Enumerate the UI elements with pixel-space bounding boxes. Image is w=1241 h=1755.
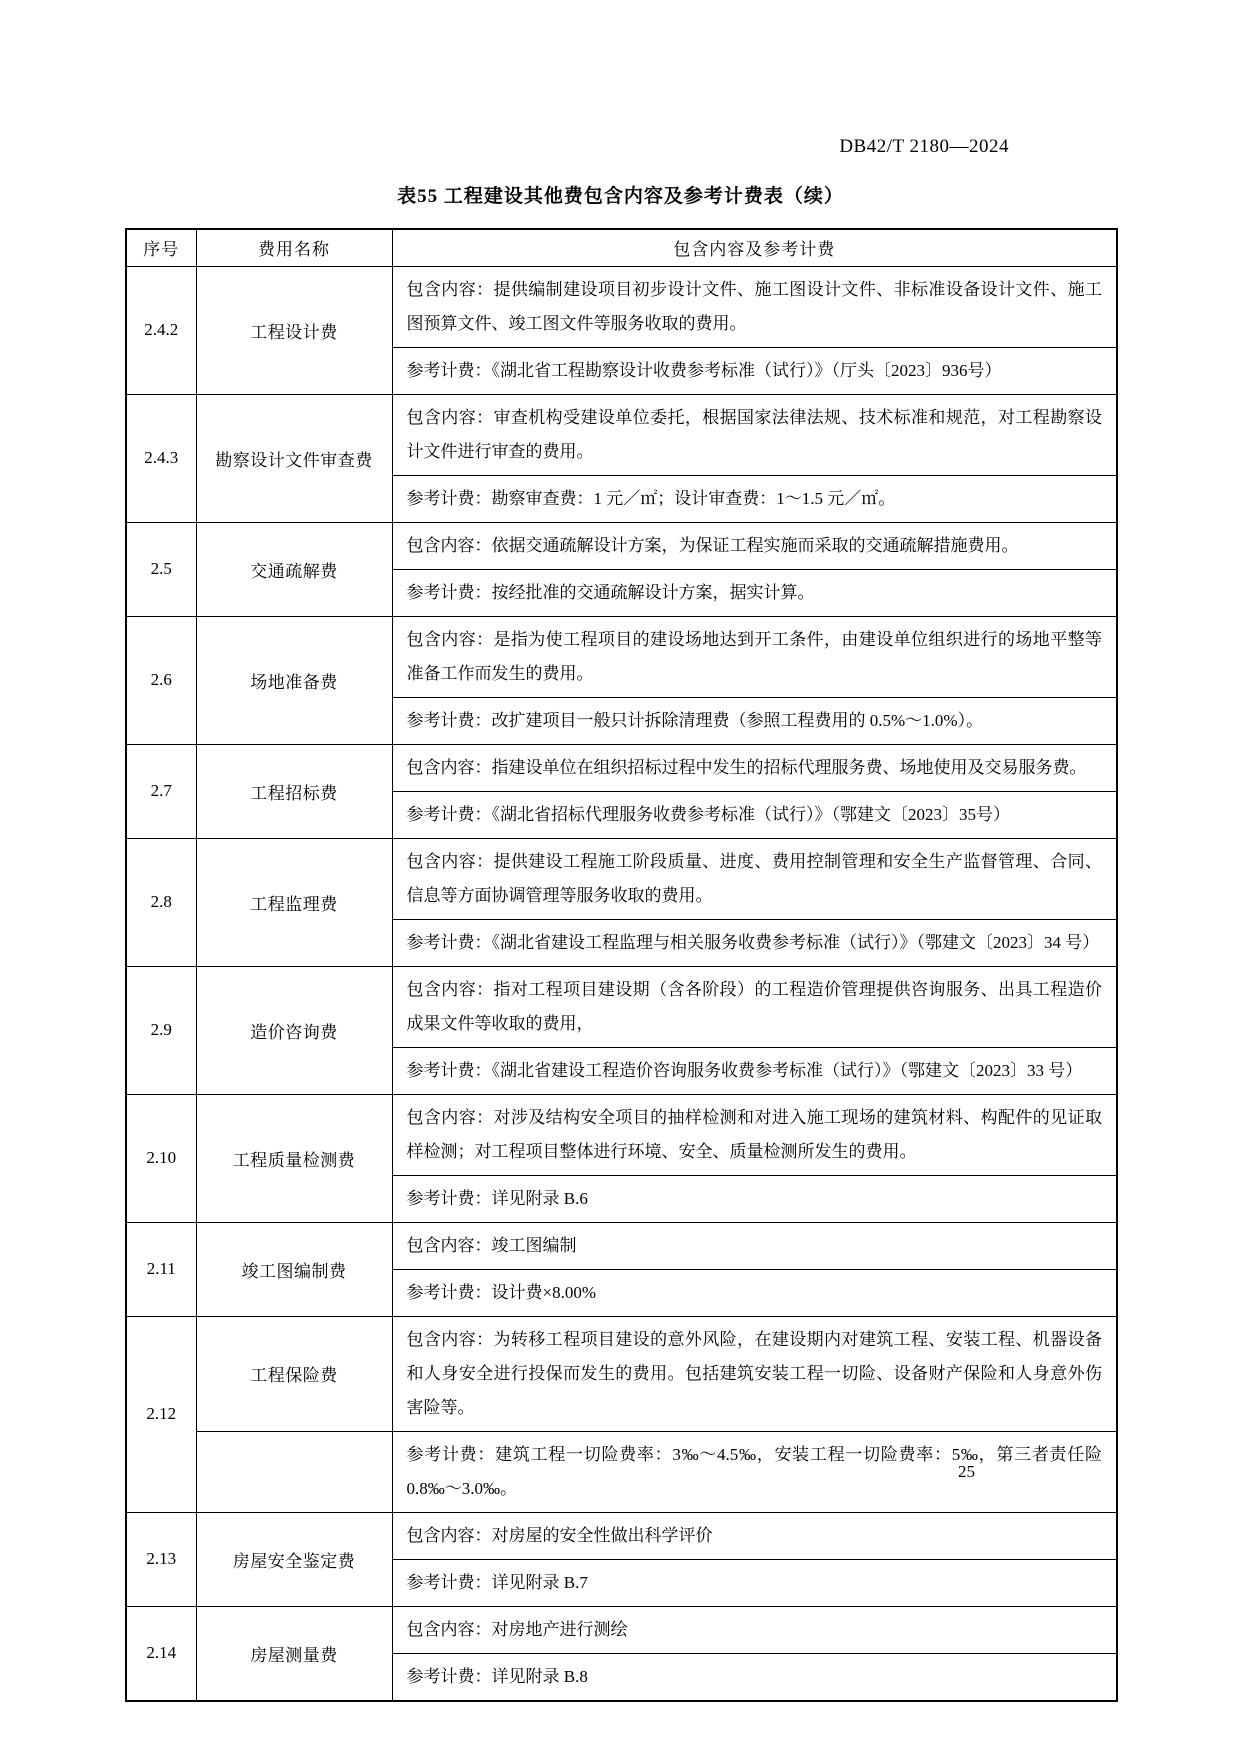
row-index: 2.12 [126,1316,196,1512]
fee-cell: 参考计费：详见附录 B.8 [392,1653,1117,1701]
table-row-content [126,522,1117,569]
table-row-content [126,394,1117,475]
row-index: 2.7 [126,744,196,838]
row-index: 2.6 [126,616,196,744]
document-code: DB42/T 2180—2024 [839,136,1009,157]
content-cell: 包含内容：对房屋的安全性做出科学评价 [392,1512,1117,1559]
table-row-content [126,1222,1117,1269]
fee-name: 工程监理费 [196,838,392,966]
table-row-content [126,616,1117,697]
page-number: 25 [958,1462,975,1481]
fee-cell: 参考计费：详见附录 B.6 [392,1175,1117,1222]
content-cell: 包含内容：竣工图编制 [392,1222,1117,1269]
table-row-content [126,266,1117,347]
fee-cell: 参考计费：详见附录 B.7 [392,1559,1117,1606]
content-cell: 包含内容：提供建设工程施工阶段质量、进度、费用控制管理和安全生产监督管理、合同、信息等方面协调管理等服务收取的费用。 [392,838,1117,919]
table-row-content [126,838,1117,919]
row-index: 2.5 [126,522,196,616]
content-cell: 包含内容：指对工程项目建设期（含各阶段）的工程造价管理提供咨询服务、出具工程造价成果文件等收取的费用， [392,966,1117,1047]
content-cell: 包含内容：对房地产进行测绘 [392,1606,1117,1653]
content-cell: 包含内容：提供编制建设项目初步设计文件、施工图设计文件、非标准设备设计文件、施工图预算文件、竣工图文件等服务收取的费用。 [392,266,1117,347]
fee-cell: 参考计费：勘察审查费：1 元／㎡；设计审查费：1～1.5 元／㎡。 [392,475,1117,522]
fee-name: 工程质量检测费 [196,1094,392,1222]
table-header-row [126,229,1117,266]
fee-name: 勘察设计文件审查费 [196,394,392,522]
fee-name: 工程保险费 [196,1316,392,1431]
table-row-content [126,1094,1117,1175]
fee-cell: 参考计费：建筑工程一切险费率：3‰～4.5‰，安装工程一切险费率：5‰，第三者责任险 0.8‰～3.0‰。 [392,1431,1117,1512]
fee-name: 竣工图编制费 [196,1222,392,1316]
fee-name: 房屋安全鉴定费 [196,1512,392,1606]
row-index: 2.8 [126,838,196,966]
fee-cell: 参考计费：《湖北省建设工程造价咨询服务收费参考标准（试行）》（鄂建文〔2023〕33 号） [392,1047,1117,1094]
fee-name: 房屋测量费 [196,1606,392,1701]
table-row-content [126,1606,1117,1653]
col-header-detail: 包含内容及参考计费 [392,229,1117,266]
fee-cell: 参考计费：设计费×8.00% [392,1269,1117,1316]
fee-table-body [126,266,1117,1701]
content-cell: 包含内容：审查机构受建设单位委托，根据国家法律法规、技术标准和规范，对工程勘察设计文件进行审查的费用。 [392,394,1117,475]
table-row-content [126,744,1117,791]
content-cell: 包含内容：是指为使工程项目的建设场地达到开工条件，由建设单位组织进行的场地平整等准备工作而发生的费用。 [392,616,1117,697]
fee-name: 场地准备费 [196,616,392,744]
fee-cell: 参考计费：改扩建项目一般只计拆除清理费（参照工程费用的 0.5%～1.0%）。 [392,697,1117,744]
row-index: 2.9 [126,966,196,1094]
content-cell: 包含内容：对涉及结构安全项目的抽样检测和对进入施工现场的建筑材料、构配件的见证取样检测；对工程项目整体进行环境、安全、质量检测所发生的费用。 [392,1094,1117,1175]
table-row-content [126,966,1117,1047]
fee-cell: 参考计费：《湖北省建设工程监理与相关服务收费参考标准（试行）》（鄂建文〔2023〕34 号） [392,919,1117,966]
fee-cell: 参考计费：《湖北省招标代理服务收费参考标准（试行）》（鄂建文〔2023〕35号） [392,791,1117,838]
table-row-content [126,1512,1117,1559]
fee-name: 造价咨询费 [196,966,392,1094]
fee-cell: 参考计费：按经批准的交通疏解设计方案，据实计算。 [392,569,1117,616]
content-cell: 包含内容：指建设单位在组织招标过程中发生的招标代理服务费、场地使用及交易服务费。 [392,744,1117,791]
row-index: 2.11 [126,1222,196,1316]
col-header-fee-name: 费用名称 [196,229,392,266]
fee-cell: 参考计费：《湖北省工程勘察设计收费参考标准（试行）》（厅头〔2023〕936号） [392,347,1117,394]
row-index: 2.4.3 [126,394,196,522]
col-header-index: 序号 [126,229,196,266]
table-title: 表55 工程建设其他费包含内容及参考计费表（续） [397,186,844,207]
row-index: 2.4.2 [126,266,196,394]
row-index: 2.14 [126,1606,196,1701]
fee-name-empty [196,1431,392,1512]
content-cell: 包含内容：依据交通疏解设计方案，为保证工程实施而采取的交通疏解措施费用。 [392,522,1117,569]
fee-name: 工程招标费 [196,744,392,838]
fee-name: 工程设计费 [196,266,392,394]
row-index: 2.10 [126,1094,196,1222]
table-row-content [126,1316,1117,1431]
row-index: 2.13 [126,1512,196,1606]
content-cell: 包含内容：为转移工程项目建设的意外风险，在建设期内对建筑工程、安装工程、机器设备和人身安全进行投保而发生的费用。包括建筑安装工程一切险、设备财产保险和人身意外伤害险等。 [392,1316,1117,1431]
fee-name: 交通疏解费 [196,522,392,616]
